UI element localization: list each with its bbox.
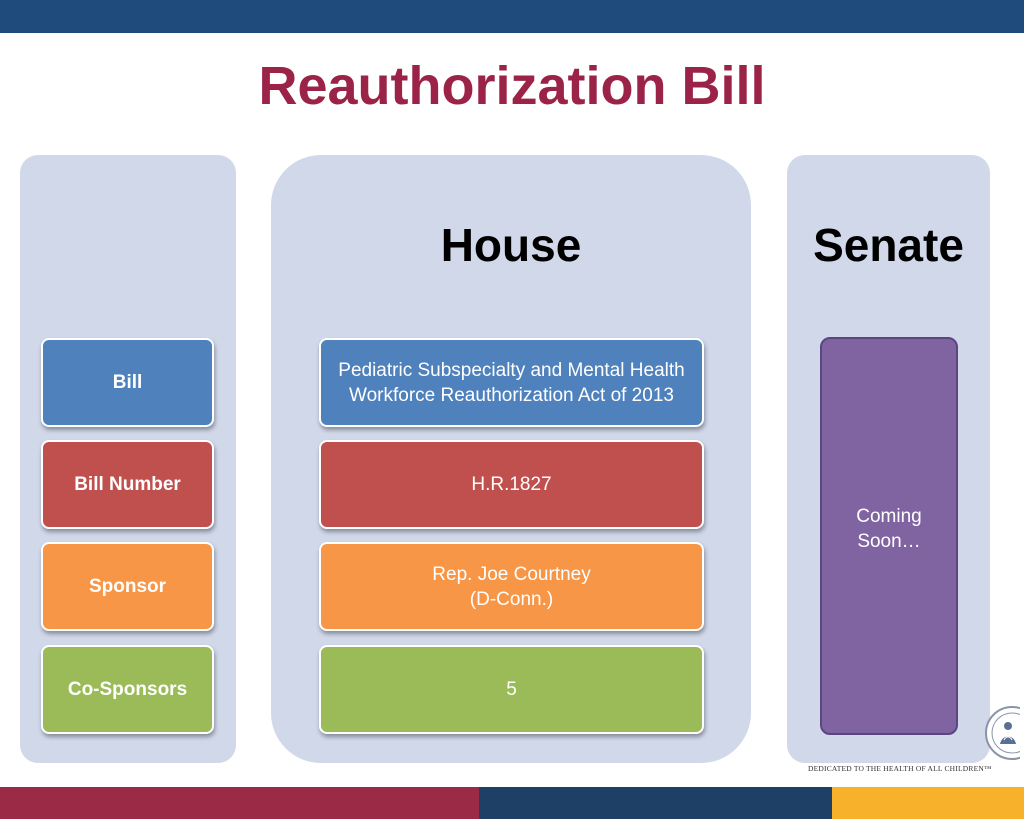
house-co-sponsors: 5 xyxy=(319,645,704,734)
footer-segment-gold xyxy=(832,787,1024,819)
house-heading: House xyxy=(440,219,582,271)
house-bill-number: H.R.1827 xyxy=(319,440,704,529)
bill-number-label: Bill Number xyxy=(41,440,214,529)
slide-title: Reauthorization Bill xyxy=(258,56,766,116)
senate-status-text: Coming Soon… xyxy=(856,506,922,552)
footer-segment-navy xyxy=(479,787,832,819)
footer-segment-red xyxy=(0,787,479,819)
house-sponsor xyxy=(319,542,704,631)
sponsor-label: Sponsor xyxy=(41,542,214,631)
house-sponsor-name: Rep. Joe Courtney xyxy=(432,563,591,585)
senate-status-box xyxy=(820,337,958,735)
co-sponsors-label: Co-Sponsors xyxy=(41,645,214,734)
bill-label: Bill xyxy=(41,338,214,427)
senate-heading: Senate xyxy=(813,219,964,271)
tagline: DEDICATED TO THE HEALTH OF ALL CHILDREN™ xyxy=(808,764,992,773)
house-sponsor-party: (D-Conn.) xyxy=(469,588,554,610)
house-bill-name: Pediatric Subspecialty and Mental Health Workforce Reauthorization Act of 2013 xyxy=(319,338,704,427)
aap-seal-icon xyxy=(984,700,1020,762)
top-banner xyxy=(0,0,1024,33)
